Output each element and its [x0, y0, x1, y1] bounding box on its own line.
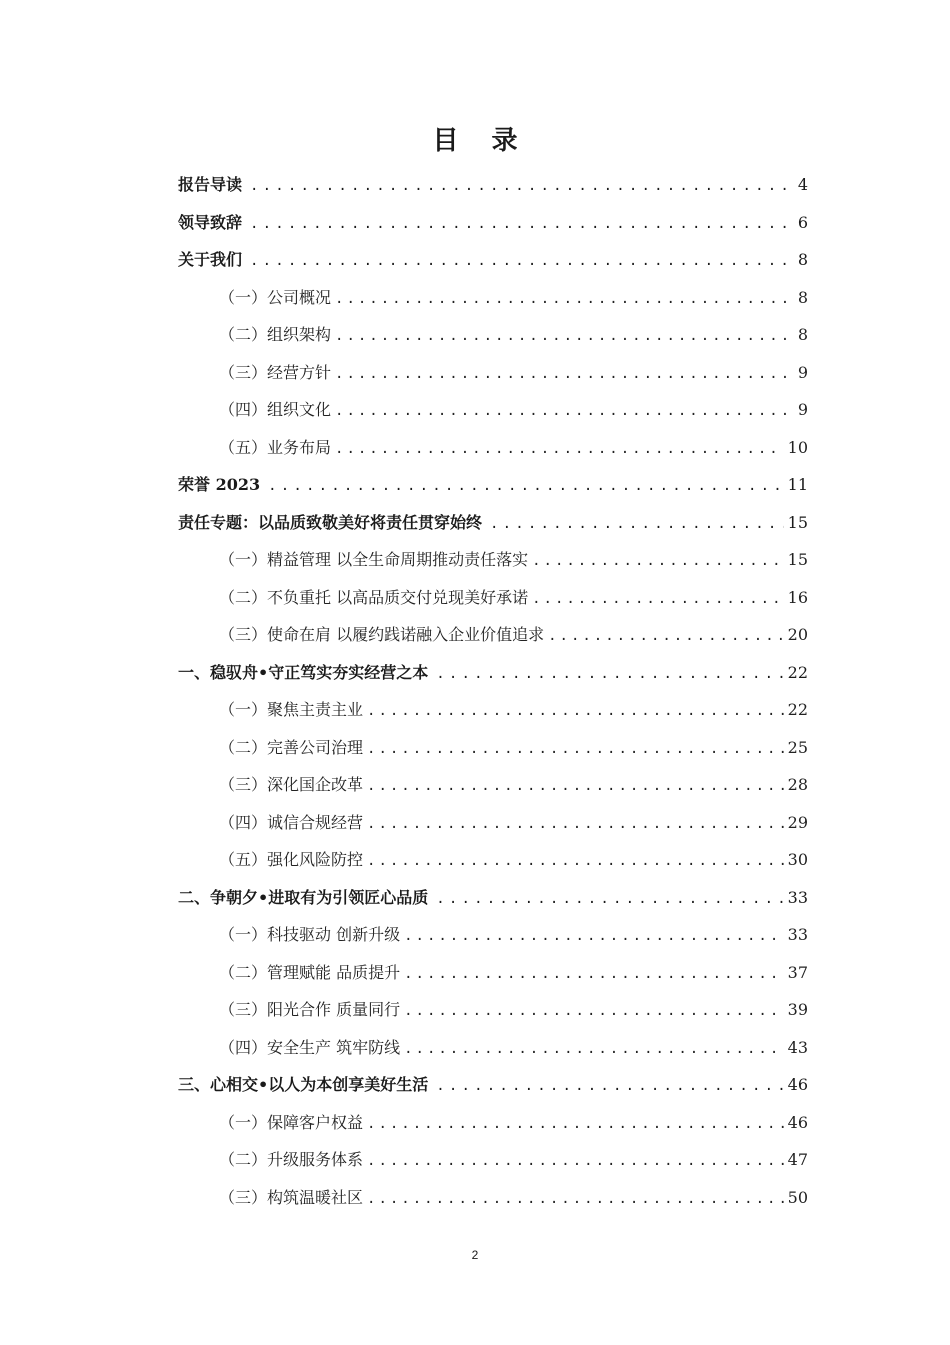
toc-entry-label: （一）科技驱动 创新升级 — [219, 925, 401, 944]
toc-entry-section[interactable] — [219, 771, 808, 799]
toc-dot-leader — [335, 360, 794, 388]
toc-dot-leader — [367, 1147, 784, 1175]
toc-dot-leader — [367, 735, 784, 763]
toc-entry-label: （二）管理赋能 品质提升 — [219, 962, 401, 982]
toc-dot-leader — [250, 247, 794, 275]
toc-entry-section[interactable] — [219, 434, 808, 462]
toc-entry-chapter[interactable] — [178, 1071, 808, 1099]
toc-entry-label: 一、稳驭舟•守正笃实夯实经营之本 — [178, 662, 429, 682]
toc-entry-page: 15 — [787, 550, 808, 569]
toc-dot-leader — [532, 585, 784, 613]
toc-entry-label: （一）保障客户权益 — [219, 1112, 364, 1132]
toc-dot-leader — [250, 172, 794, 200]
toc-dot-leader — [404, 960, 784, 988]
toc-entry-page: 22 — [787, 662, 808, 682]
toc-entry-chapter[interactable] — [178, 659, 808, 687]
toc-entry-section[interactable] — [219, 696, 808, 724]
toc-entry-label: 责任专题：以品质致敬美好将责任贯穿始终 — [178, 512, 483, 532]
toc-entry-label: （四）组织文化 — [219, 400, 332, 419]
toc-dot-leader — [335, 435, 784, 463]
toc-entry-page: 8 — [797, 250, 808, 269]
toc-dot-leader — [367, 697, 784, 725]
toc-entry-chapter[interactable] — [178, 884, 808, 912]
toc-entry-page: 20 — [787, 625, 808, 644]
toc-dot-leader — [404, 922, 784, 950]
toc-entry-section[interactable] — [219, 1034, 808, 1062]
toc-entry-chapter[interactable] — [178, 246, 808, 274]
toc-entry-label: （三）阳光合作 质量同行 — [219, 1000, 401, 1019]
toc-entry-label: （三）经营方针 — [219, 362, 332, 382]
toc-dot-leader — [335, 397, 794, 425]
toc-dot-leader — [490, 510, 784, 538]
toc-entry-page: 9 — [797, 362, 808, 382]
toc-entry-page: 46 — [787, 1075, 808, 1094]
toc-dot-leader — [250, 210, 794, 238]
toc-entry-label: 报告导读 — [178, 175, 243, 194]
toc-entry-section[interactable] — [219, 846, 808, 874]
toc-entry-label: （四）诚信合规经营 — [219, 812, 364, 832]
toc-entry-section[interactable] — [219, 1109, 808, 1137]
toc-dot-leader — [548, 622, 784, 650]
toc-entry-label: 二、争朝夕•进取有为引领匠心品质 — [178, 887, 429, 907]
toc-entry-label: （一）聚焦主责主业 — [219, 700, 364, 719]
toc-entry-label: （三）使命在肩 以履约践诺融入企业价值追求 — [219, 625, 545, 644]
toc-entry-page: 22 — [787, 700, 808, 719]
toc-entry-page: 8 — [797, 287, 808, 307]
toc-entry-page: 30 — [787, 850, 808, 869]
toc-entry-page: 37 — [787, 962, 808, 982]
toc-entry-page: 46 — [787, 1112, 808, 1132]
toc-entry-chapter[interactable] — [178, 209, 808, 237]
page-number: 2 — [471, 1248, 479, 1262]
toc-entry-section[interactable] — [219, 959, 808, 987]
toc-entry-page: 11 — [787, 475, 808, 494]
toc-entry-page: 15 — [787, 512, 808, 532]
toc-entry-chapter[interactable] — [178, 509, 808, 537]
toc-entry-label: （二）升级服务体系 — [219, 1150, 364, 1169]
toc-entry-section[interactable] — [219, 546, 808, 574]
toc-entry-label: （二）完善公司治理 — [219, 737, 364, 757]
toc-dot-leader — [367, 772, 784, 800]
toc-entry-page: 43 — [787, 1037, 808, 1057]
toc-entry-label: 三、心相交•以人为本创享美好生活 — [178, 1075, 429, 1094]
page-title: 目 录 — [432, 126, 530, 156]
toc-dot-leader — [367, 1110, 784, 1138]
toc-entry-page: 33 — [787, 925, 808, 944]
toc-entry-page: 33 — [787, 887, 808, 907]
toc-dot-leader — [335, 322, 794, 350]
toc-entry-page: 10 — [787, 437, 808, 457]
toc-dot-leader — [367, 1185, 784, 1213]
toc-entry-page: 50 — [787, 1187, 808, 1207]
toc-entry-section[interactable] — [219, 809, 808, 837]
toc-entry-page: 25 — [787, 737, 808, 757]
toc-entry-page: 28 — [787, 775, 808, 794]
toc-entry-page: 29 — [787, 812, 808, 832]
toc-entry-label: 关于我们 — [178, 250, 243, 269]
toc-entry-page: 6 — [797, 212, 808, 232]
toc-dot-leader — [335, 285, 794, 313]
toc-entry-label: （四）安全生产 筑牢防线 — [219, 1037, 401, 1057]
toc-entry-label: （五）强化风险防控 — [219, 850, 364, 869]
toc-entry-section[interactable] — [219, 284, 808, 312]
toc-entry-label: 领导致辞 — [178, 212, 243, 232]
toc-dot-leader — [404, 997, 784, 1025]
toc-entry-section[interactable] — [219, 921, 808, 949]
toc-entry-label: （五）业务布局 — [219, 437, 332, 457]
toc-entry-page: 39 — [787, 1000, 808, 1019]
toc-entry-page: 4 — [797, 175, 808, 194]
toc-entry-label: （一）精益管理 以全生命周期推动责任落实 — [219, 550, 529, 569]
toc-dot-leader — [367, 810, 784, 838]
toc-dot-leader — [367, 847, 784, 875]
toc-entry-section[interactable] — [219, 1146, 808, 1174]
toc-entry-page: 8 — [797, 325, 808, 344]
toc-entry-section[interactable] — [219, 321, 808, 349]
toc-entry-section[interactable] — [219, 1184, 808, 1212]
toc-entry-label: （二）不负重托 以高品质交付兑现美好承诺 — [219, 587, 529, 607]
toc-dot-leader — [268, 472, 784, 500]
toc-entry-section[interactable] — [219, 396, 808, 424]
toc-entry-section[interactable] — [219, 734, 808, 762]
toc-entry-chapter[interactable] — [178, 171, 808, 199]
toc-entry-section[interactable] — [219, 996, 808, 1024]
toc-entry-page: 16 — [787, 587, 808, 607]
toc-entry-label: （三）深化国企改革 — [219, 775, 364, 794]
toc-dot-leader — [436, 1072, 783, 1100]
toc-entry-label: 荣誉 2023 — [178, 475, 261, 494]
toc-dot-leader — [436, 660, 783, 688]
toc-entry-label: （二）组织架构 — [219, 325, 332, 344]
toc-entry-label: （一）公司概况 — [219, 287, 332, 307]
toc-dot-leader — [436, 885, 783, 913]
toc-entry-page: 9 — [797, 400, 808, 419]
toc-entry-section[interactable] — [219, 621, 808, 649]
toc-entry-label: （三）构筑温暖社区 — [219, 1187, 364, 1207]
toc-entry-section[interactable] — [219, 359, 808, 387]
toc-entry-chapter[interactable] — [178, 471, 808, 499]
toc-dot-leader — [404, 1035, 784, 1063]
toc-entry-page: 47 — [787, 1150, 808, 1169]
toc-dot-leader — [532, 547, 784, 575]
toc-entry-section[interactable] — [219, 584, 808, 612]
